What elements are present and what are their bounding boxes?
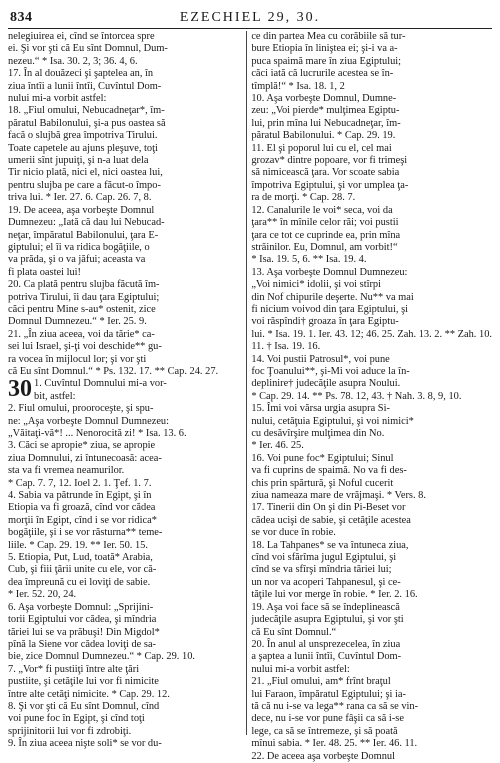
text-line: * Ier. 46. 25.: [251, 440, 304, 452]
text-line: din Nof chipurile deşerte. Nu** va mai: [251, 291, 414, 303]
text-line: nului mi-a vorbit astfel:: [8, 93, 107, 105]
text-line: căci pentru Mine s-au* ostenit, zice: [8, 303, 156, 315]
text-line: păratul Babilonului. * Cap. 29. 19.: [251, 130, 396, 142]
text-line: bure Etiopia în liniştea ei; şi-i va a-: [251, 43, 398, 55]
text-line: nezeu.“ * Isa. 30. 2, 3; 36. 4, 6.: [8, 55, 138, 67]
page-number: 834: [10, 10, 33, 25]
text-line: zeu: „Voi pierde* mulţimea Egiptu-: [251, 105, 400, 117]
text-line: 20. Ca plată pentru slujba făcută îm-: [8, 279, 160, 291]
text-line: puca spaimă mare în ziua Egiptului;: [251, 55, 402, 67]
text-line: umerii sînt jupuiţi, şi n-a luat dela: [8, 155, 149, 167]
text-line: 9. În ziua aceea nişte soli* se vor du-: [8, 738, 162, 750]
text-line: căci iată că lucrurile acestea se în-: [251, 68, 394, 80]
text-line: pînă la Siene vor cădea loviţi de sa-: [8, 638, 157, 650]
text-line: că Eu sînt Domnul.“: [251, 626, 337, 638]
text-line: neţar, împăratul Babilonului, ţara E-: [8, 229, 159, 241]
text-line: lui Faraon, împăratul Egiptului; şi ia-: [251, 688, 406, 700]
text-line: „Voi nimici* idolii, şi voi stîrpi: [251, 279, 382, 291]
text-line: cînd voi sfărîma jugul Egiptului, şi: [251, 552, 397, 564]
text-line: ziua nameaza mare de vrăjmaşi. * Vers. 8.: [251, 490, 426, 502]
text-line: bogăţiile, şi i se vor răsturna** teme-: [8, 527, 163, 539]
left-column-bottom-lines: [8, 403, 243, 750]
text-line: fi plata oastei lui!: [8, 266, 81, 278]
text-line: chis prin spărtură, şi Noful cucerit: [251, 477, 394, 489]
text-line: nelegiuirea ei, cînd se întorcea spre: [8, 31, 155, 42]
chapter-heading: [8, 378, 243, 403]
text-line: Tir nicio plată, nici el, nici oastea lui,: [8, 167, 163, 179]
text-line: 22. De aceea aşa vorbeşte Domnul: [251, 750, 395, 762]
text-line: nului mi-a vorbit astfel:: [251, 663, 350, 675]
text-line: * Isa. 19. 5, 6. ** Isa. 19. 4.: [251, 254, 367, 266]
text-line: foc Ţoanului**, şi-Mi voi aduce la în-: [251, 365, 410, 377]
text-line: 1. Cuvîntul Domnului mi-a vor-: [34, 378, 167, 390]
text-line: 19. Aşa voi face să se îndeplinească: [251, 601, 400, 613]
text-line: 20. În anul al unsprezecelea, în ziua: [251, 638, 401, 650]
text-line: 2. Fiul omului, prooroceşte, şi spu-: [8, 403, 154, 415]
text-line: tăţile lui vor merge în robie. * Ier. 2. 16.: [251, 589, 418, 601]
text-line: ce din partea Mea cu corăbiile să tur-: [251, 31, 406, 42]
text-line: bit, astfel:: [34, 390, 76, 402]
text-line: un nor va acoperi Tahpanesul, şi ce-: [251, 576, 401, 588]
text-line: grozav* dintre popoare, vor fi trimeşi: [251, 155, 408, 167]
text-line: bie, zice Domnul Dumnezeu.“ * Cap. 29. 10.: [8, 651, 195, 663]
text-line: dea împreună cu ei loviţi de sabie.: [8, 576, 151, 588]
text-line: 8. Şi vor şti că Eu sînt Domnul, cînd: [8, 700, 160, 712]
text-line: ra vocea în mijlocul lor; şi vor şti: [8, 353, 147, 365]
text-line: 18. „Fiul omului, Nebucadneţar*, îm-: [8, 105, 165, 117]
text-line: va prăda, şi o va jăfui; aceasta va: [8, 254, 146, 266]
text-line: ţara ce tot ce cuprinde ea, prin mîna: [251, 229, 401, 241]
text-line: păratul Babilonului, şi-a pus oastea să: [8, 117, 166, 129]
text-line: că Eu sînt Domnul.“ * Ps. 132. 17. ** Cap. 24. 27.: [8, 365, 219, 377]
text-line: 3. Căci se apropie* ziua, se apropie: [8, 440, 156, 452]
text-line: voi pune foc în Egipt, şi cînd toţi: [8, 713, 145, 725]
text-line: 12. Canalurile le voi* seca, voi da: [251, 204, 393, 216]
left-column: [8, 31, 246, 750]
text-line: ziua întîi a lunii întîi, Cuvîntul Dom-: [8, 80, 162, 92]
text-columns: [8, 31, 492, 762]
text-line: * Cap. 29. 14. ** Ps. 78. 12, 43. † Nah. 3. 8, 9, 10.: [251, 390, 462, 402]
text-line: facă o slujbă grea împotriva Tirului.: [8, 130, 158, 142]
chapter-first-verse: [34, 378, 167, 403]
text-line: judecăţile asupra Egiptului, şi vor şti: [251, 614, 404, 626]
left-column-top-lines: [8, 31, 243, 378]
text-line: voi răspîndi† groaza în ţara Egiptu-: [251, 316, 399, 328]
text-line: Toate capetele au ajuns pleşuve, toţi: [8, 142, 158, 154]
text-line: pentru slujba pe care a făcut-o împo-: [8, 179, 161, 191]
text-line: * Cap. 7. 7, 12. Ioel 2. 1. Ţef. 1. 7.: [8, 477, 152, 489]
text-line: 15. Îmi voi vărsa urgia asupra Si-: [251, 403, 390, 415]
text-line: Cub, şi fiii ţării unite cu ele, vor că-: [8, 564, 157, 576]
text-line: * Ier. 52. 20, 24.: [8, 589, 77, 601]
text-line: 4. Sabia va pătrunde în Egipt, şi în: [8, 490, 152, 502]
text-line: mînui sabia. * Ier. 48. 25. ** Ier. 46. 11.: [251, 738, 418, 750]
text-line: deplinire† judecăţile asupra Noului.: [251, 378, 401, 390]
text-line: ziua Domnului, zi întunecoasă: acea-: [8, 452, 162, 464]
text-line: triva lui. * Ier. 27. 6. Cap. 26. 7, 8.: [8, 192, 152, 204]
text-line: 17. În al douăzeci şi şaptelea an, în: [8, 68, 154, 80]
text-line: ţara** în mînile celor răi; voi pustii: [251, 217, 399, 229]
text-line: 19. De aceea, aşa vorbeşte Domnul: [8, 204, 155, 216]
text-line: 17. Tinerii din On şi din Pi-Beset vor: [251, 502, 406, 514]
text-line: pustiite, şi cetăţile lui vor fi nimicite: [8, 676, 159, 688]
text-line: sta va fi vremea neamurilor.: [8, 465, 125, 477]
right-column: [247, 31, 492, 762]
running-head: EZECHIEL 29, 30.: [179, 10, 321, 25]
text-line: 16. Voi pune foc* Egiptului; Sinul: [251, 452, 394, 464]
text-line: Domnul Dumnezeu.“ * Ier. 25. 9.: [8, 316, 147, 328]
text-line: lege, ca să se întremeze, şi să poată: [251, 725, 398, 737]
text-line: tă că nu i-se va lega** rana ca să se vin-: [251, 700, 419, 712]
text-line: cu desăvîrşire mulţimea din No.: [251, 428, 385, 439]
text-line: 6. Aşa vorbeşte Domnul: „Sprijini-: [8, 601, 154, 613]
text-line: ne: „Aşa vorbeşte Domnul Dumnezeu:: [8, 415, 170, 427]
text-line: 14. Voi pustii Patrosul*, voi pune: [251, 353, 390, 365]
text-line: să nimicească ţara. Vor scoate sabia: [251, 167, 400, 179]
text-line: Dumnezeu: „Iată că dau lui Nebucad-: [8, 217, 165, 229]
text-line: morţii în Egipt, cînd i se vor ridica*: [8, 514, 157, 526]
text-line: sei lui Israel, şi-ţi voi deschide** gu-: [8, 341, 162, 353]
text-line: 21. „Fiul omului, am* frînt braţul: [251, 676, 391, 688]
text-line: între alte cetăţi nimicite. * Cap. 29. 12.: [8, 688, 170, 700]
text-line: fi nicium voivod din ţara Egiptului, şi: [251, 303, 409, 315]
text-line: dece, nu i-se vor pune fâşii ca să i-se: [251, 713, 404, 725]
text-line: giptului; el îi va ridica bogăţiile, o: [8, 241, 150, 253]
text-line: va fi cuprins de spaimă. No va fi des-: [251, 465, 407, 477]
text-line: ra de morţi. * Cap. 28. 7.: [251, 192, 356, 204]
text-line: împotriva Egiptului, şi vor umplea ţa-: [251, 179, 409, 191]
text-line: 11. † Isa. 19. 16.: [251, 341, 321, 353]
text-line: tîmplă!“ * Isa. 18. 1, 2: [251, 80, 345, 92]
text-line: 10. Aşa vorbeşte Domnul, Dumne-: [251, 93, 397, 105]
text-line: nului, cetăţuia Egiptului, şi voi nimici*: [251, 415, 414, 427]
page-header: [8, 10, 492, 29]
text-line: cădea ucişi de sabie, şi cetăţile acestea: [251, 514, 411, 526]
text-line: 11. El şi poporul lui cu el, cel mai: [251, 142, 392, 154]
text-line: ei. Şi vor şti că Eu sînt Domnul, Dum-: [8, 43, 168, 55]
text-line: torii Egiptului vor cădea, şi mîndria: [8, 614, 157, 626]
text-line: „Văitaţi-vă*! ... Nenorocită zi! * Isa. 13. 6.: [8, 428, 187, 439]
text-line: 13. Aşa vorbeşte Domnul Dumnezeu:: [251, 266, 408, 278]
text-line: cînd se va sfîrşi mîndria tăriei lui;: [251, 564, 392, 576]
text-line: se vor duce în robie.: [251, 527, 336, 539]
text-line: Etiopia va fi groază, cînd vor cădea: [8, 502, 156, 514]
text-line: 18. La Tahpanes* se va întuneca ziua,: [251, 539, 409, 551]
text-line: sprijinitorii lui vor fi zdrobiţi.: [8, 725, 132, 737]
text-line: 5. Etiopia, Put, Lud, toată* Arabia,: [8, 552, 153, 564]
text-line: tăriei lui se va prăbuşi! Din Migdol*: [8, 626, 160, 638]
text-line: 21. „În ziua aceea, voi da tărie* ca-: [8, 328, 155, 340]
text-line: liile. * Cap. 29. 19. ** Ier. 50. 15.: [8, 539, 148, 551]
text-line: străinilor. Eu, Domnul, am vorbit!“: [251, 241, 398, 253]
text-line: potriva Tirului, îi dau ţara Egiptului;: [8, 291, 160, 303]
chapter-number: 30: [8, 376, 32, 403]
text-line: 7. „Vor* fi pustiiţi între alte ţări: [8, 663, 140, 675]
text-line: lui, prin mîna lui Nebucadneţar, îm-: [251, 117, 401, 129]
text-line: a şaptea a lunii întîi, Cuvîntul Dom-: [251, 651, 402, 663]
text-line: lui. * Isa. 19. 1. Ier. 43. 12; 46. 25. Zah. 13. 2. ** Zah. 10.: [251, 328, 492, 340]
